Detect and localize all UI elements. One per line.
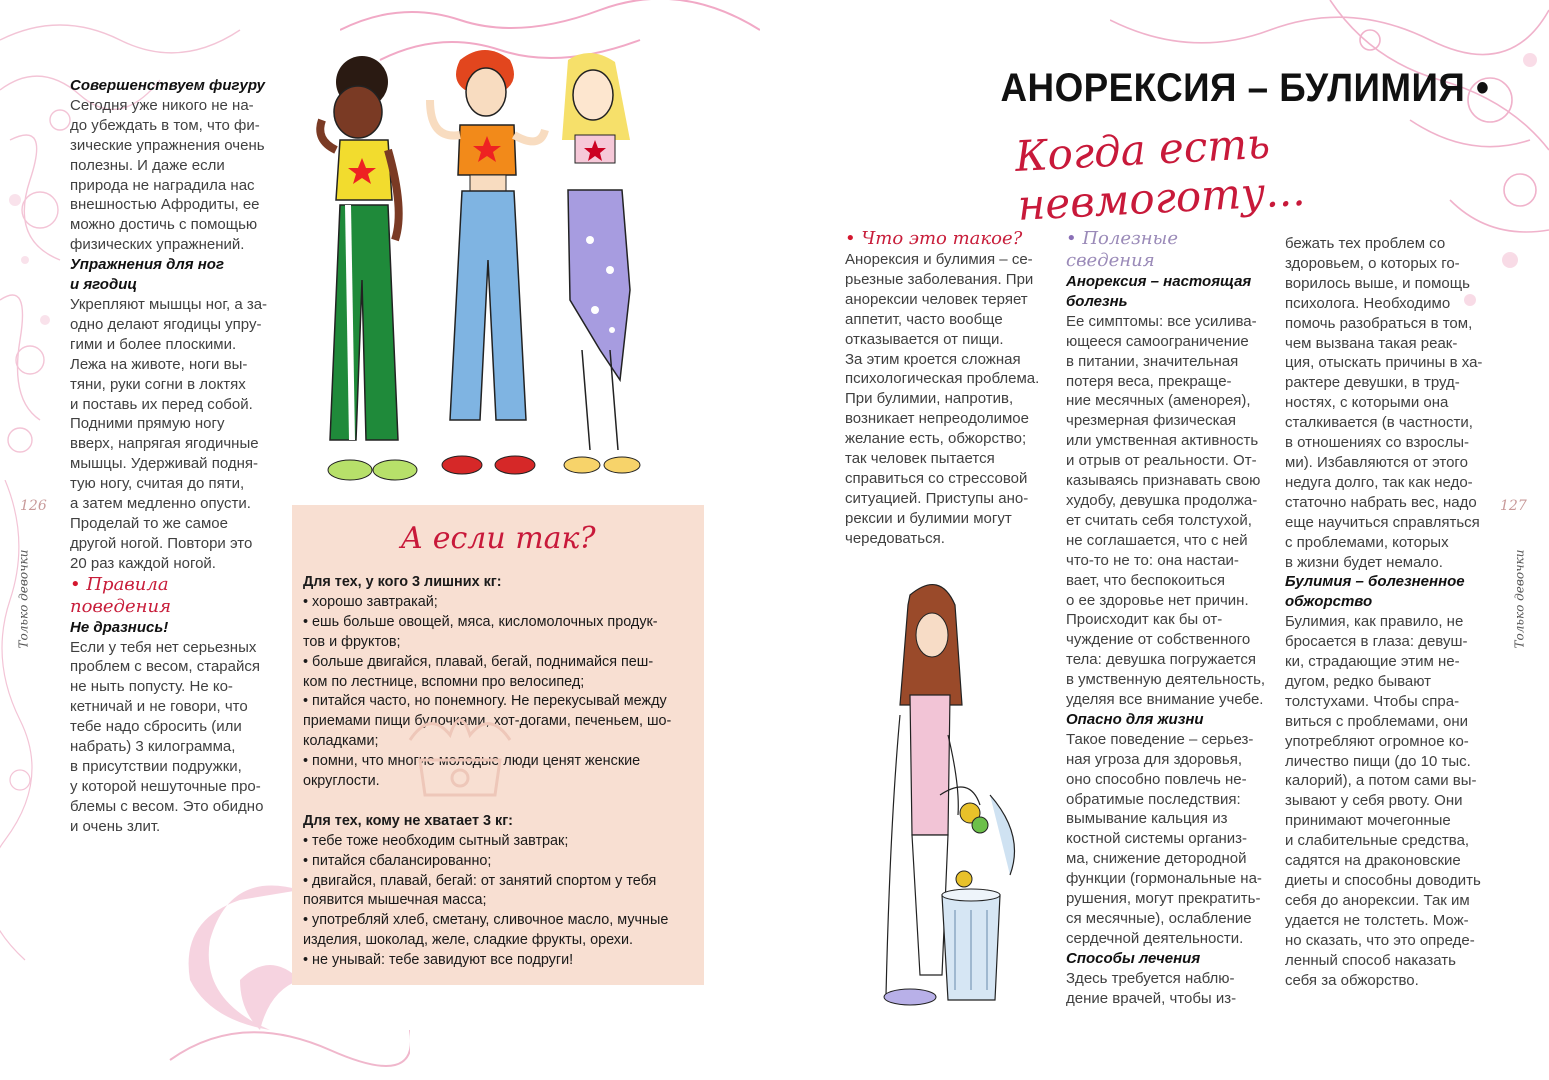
text-line: функции (гормональные на-: [1066, 870, 1262, 888]
text-line: калорий), а потом сами вы-: [1285, 772, 1477, 790]
text-line: ситуацией. Приступы ано-: [845, 489, 1029, 507]
text-line: здоровьем, о которых го-: [1285, 254, 1460, 272]
article-subtitle: Когда есть невмоготу...: [1013, 118, 1307, 230]
article-title-text: АНОРЕКСИЯ – БУЛИМИЯ: [1000, 66, 1465, 110]
section-bullet-icon: •: [70, 573, 87, 595]
subheading: болезнь: [1066, 292, 1128, 310]
text-line: обратимые последствия:: [1066, 790, 1241, 808]
text-line: и очень злит.: [70, 817, 161, 835]
text-line: тую ногу, считая до пяти,: [70, 475, 245, 493]
text-line: тебе надо сбросить (или: [70, 718, 242, 736]
text-line: худобу, девушка продолжа-: [1066, 491, 1258, 509]
text-line: ленный способ наказать: [1285, 951, 1456, 969]
text-line: рактере девушки, в труд-: [1285, 374, 1460, 392]
text-line: Лежа на животе, ноги вы-: [70, 355, 248, 373]
text-line: рьезные заболевания. При: [845, 270, 1034, 288]
right-column-1: [845, 228, 1045, 549]
text-line: отказывается от пищи.: [845, 330, 1004, 348]
text-line: потеря веса, прекраще-: [1066, 372, 1232, 390]
text-line: о ее здоровье нет причин.: [1066, 591, 1249, 609]
text-line: справиться со стрессовой: [845, 469, 1028, 487]
text-line: казываясь признавать свою: [1066, 472, 1261, 490]
subheading: и ягодиц: [70, 276, 138, 294]
text-line: психолога. Необходимо: [1285, 294, 1451, 312]
text-line: в присутствии подружки,: [70, 758, 242, 775]
text-line: ющееся самоограничение: [1066, 332, 1249, 350]
text-line: вверх, напрягая ягодичные: [70, 435, 259, 453]
text-line: зические упражнения очень: [70, 136, 265, 154]
text-line: Сегодня уже никого не на-: [70, 96, 254, 114]
section-heading-text: Полезные сведения: [1066, 228, 1178, 271]
tip-box-content: [303, 573, 695, 971]
text-line: полезны. И даже если: [70, 156, 225, 174]
article-title: [1000, 66, 1489, 111]
text-line: вает, что беспокоиться: [1066, 571, 1226, 589]
text-line: ма, снижение детородной: [1066, 850, 1247, 868]
text-line: так человек пытается: [845, 450, 995, 468]
text-line: одно делают ягодицы упру-: [70, 315, 262, 333]
text-line: в умственную деятельность,: [1066, 671, 1266, 689]
text-line: ся месячные), ослабление: [1066, 910, 1252, 927]
subheading: Способы лечения: [1066, 949, 1201, 967]
text-line: и отрыв от реальности. От-: [1066, 452, 1257, 470]
text-line: Укрепляют мышцы ног, а за-: [70, 295, 268, 313]
text-line: до убеждать в том, что фи-: [70, 116, 260, 134]
text-line: оно способно повлечь не-: [1066, 770, 1247, 788]
text-line: 20 раз каждой ногой.: [70, 554, 216, 572]
box-line: • не унывай: тебе завидуют все подруги!: [303, 952, 574, 969]
box-line: • хорошо завтракай;: [303, 593, 438, 610]
text-line: тела: девушка погружается: [1066, 651, 1256, 669]
box-line: • употребляй хлеб, сметану, сливочное масло, мучные: [303, 912, 669, 929]
subheading: Упражнения для ног: [70, 256, 224, 274]
box-line: округлости.: [303, 773, 380, 790]
text-line: блемы с весом. Это обидно: [70, 797, 264, 815]
text-line: гими и более плоскими.: [70, 335, 237, 353]
box-line: • помни, что многие молодые люди ценят женские: [303, 753, 641, 770]
text-line: ция, отыскать причины в ха-: [1285, 354, 1483, 372]
text-line: анорексии человек теряет: [845, 290, 1028, 308]
text-line: еще научиться справляться: [1285, 513, 1480, 531]
section-heading: [845, 228, 1045, 250]
box-line: • двигайся, плавай, бегай: от занятий спортом у тебя: [303, 872, 657, 889]
text-line: другой ногой. Повтори это: [70, 534, 253, 552]
text-line: зывают у себя рвоту. Они: [1285, 792, 1463, 810]
text-line: статочно набрать вес, надо: [1285, 493, 1477, 511]
text-line: не ныть попусту. Не ко-: [70, 678, 233, 696]
text-line: Проделай то же самое: [70, 514, 228, 532]
text-line: с проблемами, которых: [1285, 533, 1449, 551]
section-heading: [1066, 228, 1266, 272]
girl-with-trash-can-illustration: [870, 575, 1030, 1010]
box-line: коладками;: [303, 733, 379, 750]
running-title-right: Только девочки: [1512, 549, 1527, 649]
text-line: в отношениях со взрослы-: [1285, 434, 1470, 452]
text-line: себя за обжорство.: [1285, 971, 1419, 989]
text-line: и слабительные средства,: [1285, 832, 1470, 850]
text-line: чуждение от собственного: [1066, 631, 1251, 649]
text-line: Происходит как бы от-: [1066, 611, 1223, 629]
text-line: дугом, редко бывают: [1285, 672, 1432, 690]
text-line: но сказать, что это опреде-: [1285, 931, 1475, 949]
box-heading: Для тех, кому не хватает 3 кг:: [303, 812, 513, 829]
box-line: • питайся сбалансированно;: [303, 852, 492, 869]
girl-dark-hair: [320, 56, 417, 480]
section-bullet-icon: •: [845, 228, 862, 249]
text-line: толстухами. Чтобы спра-: [1285, 692, 1460, 710]
section-bullet-icon: •: [1066, 228, 1083, 249]
text-line: рушения, могут прекратить-: [1066, 890, 1261, 908]
text-line: аппетит, часто вообще: [845, 310, 1003, 328]
section-heading-text: Что это такое?: [861, 228, 1023, 249]
subheading: Анорексия – настоящая: [1066, 273, 1252, 290]
text-line: сердечной деятельности.: [1066, 929, 1244, 947]
text-line: возникает непреодолимое: [845, 410, 1029, 428]
text-line: чередоваться.: [845, 529, 945, 547]
text-line: ми). Избавляются от этого: [1285, 453, 1468, 471]
box-line: тов и фруктов;: [303, 633, 401, 650]
box-line: изделия, шоколад, желе, сладкие фрукты, орехи.: [303, 932, 634, 949]
text-line: физических упражнений.: [70, 236, 245, 254]
text-line: и поставь их перед собой.: [70, 395, 253, 413]
text-line: кетничай и не говори, что: [70, 698, 248, 716]
text-line: в питании, значительная: [1066, 352, 1239, 370]
text-line: проблем с весом, старайся: [70, 658, 260, 676]
box-line: • тебе тоже необходим сытный завтрак;: [303, 832, 569, 849]
text-line: вымывание кальция из: [1066, 810, 1228, 828]
text-line: Такое поведение – серьез-: [1066, 730, 1254, 748]
text-line: ние месячных (аменорея),: [1066, 392, 1251, 410]
page-number-left: 126: [20, 498, 47, 514]
right-column-2: [1066, 228, 1266, 1009]
tip-box: [292, 505, 704, 985]
text-line: При булимии, напротив,: [845, 390, 1014, 408]
text-line: а затем медленно опусти.: [70, 495, 251, 513]
text-line: За этим кроется сложная: [845, 350, 1021, 368]
text-line: бросается в глаза: девуш-: [1285, 633, 1468, 651]
subheading: Булимия – болезненное: [1285, 573, 1465, 591]
right-column-3: [1285, 234, 1485, 990]
box-line: появится мышечная масса;: [303, 892, 487, 909]
page-number-right: 127: [1500, 498, 1527, 514]
text-line: себя до анорексии. Так им: [1285, 891, 1470, 909]
spacer: [303, 792, 695, 812]
text-line: ворилось выше, и помощь: [1285, 274, 1470, 292]
text-line: диеты и способны доводить: [1285, 872, 1481, 889]
text-line: ет считать себя толстухой,: [1066, 511, 1252, 529]
text-line: у которой нешуточные про-: [70, 777, 261, 795]
text-line: помочь разобраться в том,: [1285, 314, 1473, 332]
text-line: Ее симптомы: все усилива-: [1066, 312, 1257, 330]
text-line: рексии и булимии могут: [845, 509, 1012, 527]
text-line: виться с проблемами, они: [1285, 712, 1468, 730]
text-line: принимают мочегонные: [1285, 812, 1451, 830]
text-line: желание есть, обжорство;: [845, 430, 1027, 448]
box-line: ком по лестнице, вспомни про велосипед;: [303, 673, 585, 690]
text-line: сталкивается (в частности,: [1285, 414, 1473, 432]
section-heading-text: Правила поведения: [70, 573, 171, 617]
text-line: внешностью Афродиты, ее: [70, 196, 260, 214]
text-line: удается не толстеть. Мож-: [1285, 911, 1469, 929]
running-title-left: Только девочки: [16, 549, 31, 649]
text-line: личество пищи (до 10 тыс.: [1285, 752, 1471, 770]
box-line: • ешь больше овощей, мяса, кисломолочных продук-: [303, 613, 658, 630]
text-line: природа не наградила нас: [70, 176, 255, 194]
text-line: Анорексия и булимия – се-: [845, 251, 1033, 268]
text-line: что-то не то: она настаи-: [1066, 551, 1239, 569]
box-heading: Для тех, у кого 3 лишних кг:: [303, 574, 502, 590]
subheading: обжорство: [1285, 593, 1373, 611]
box-line: приемами пищи булочками, хот-догами, печеньем, шо-: [303, 713, 672, 730]
text-line: психологическая проблема.: [845, 370, 1040, 388]
text-line: не соглашается, что с ней: [1066, 531, 1248, 549]
text-line: набрать) 3 килограмма,: [70, 738, 236, 756]
section-heading: [70, 574, 270, 618]
article-title-bullet: •: [1475, 66, 1489, 110]
subheading: Совершенствуем фигуру: [70, 77, 265, 94]
text-line: мышцы. Удерживай подня-: [70, 455, 259, 473]
text-line: садятся на драконовские: [1285, 852, 1461, 870]
text-line: Здесь требуется наблю-: [1066, 969, 1235, 987]
subheading: Не дразнись!: [70, 618, 169, 636]
text-line: ная угроза для здоровья,: [1066, 750, 1242, 768]
text-line: чрезмерная физическая: [1066, 412, 1236, 430]
text-line: бежать тех проблем со: [1285, 235, 1446, 252]
text-line: употребляют огромное ко-: [1285, 732, 1469, 750]
left-column: [70, 76, 270, 837]
box-line: • питайся часто, но понемногу. Не перекусывай между: [303, 693, 667, 710]
girl-blonde-hair: [562, 53, 640, 473]
text-line: в жизни будет немало.: [1285, 553, 1443, 571]
text-line: ностях, с которыми она: [1285, 394, 1449, 412]
text-line: ки, страдающие этим не-: [1285, 653, 1460, 671]
text-line: можно достичь с помощью: [70, 216, 258, 234]
text-line: тяни, руки согни в локтях: [70, 375, 246, 393]
girl-red-hair: [430, 50, 545, 474]
text-line: недуга долго, так как недо-: [1285, 473, 1473, 491]
text-line: уделяя все внимание учебе.: [1066, 691, 1264, 709]
text-line: или умственная активность: [1066, 432, 1259, 450]
box-line: • больше двигайся, плавай, бегай, поднимайся пеш-: [303, 653, 654, 670]
text-line: чем вызвана такая реак-: [1285, 334, 1458, 352]
text-line: дение врачей, чтобы из-: [1066, 989, 1237, 1007]
text-line: костной системы организ-: [1066, 830, 1248, 848]
three-girls-illustration: [300, 40, 660, 490]
tip-box-title: А если так?: [400, 521, 596, 556]
text-line: Булимия, как правило, не: [1285, 613, 1464, 631]
text-line: Если у тебя нет серьезных: [70, 638, 257, 656]
subheading: Опасно для жизни: [1066, 710, 1204, 728]
text-line: Подними прямую ногу: [70, 415, 225, 433]
